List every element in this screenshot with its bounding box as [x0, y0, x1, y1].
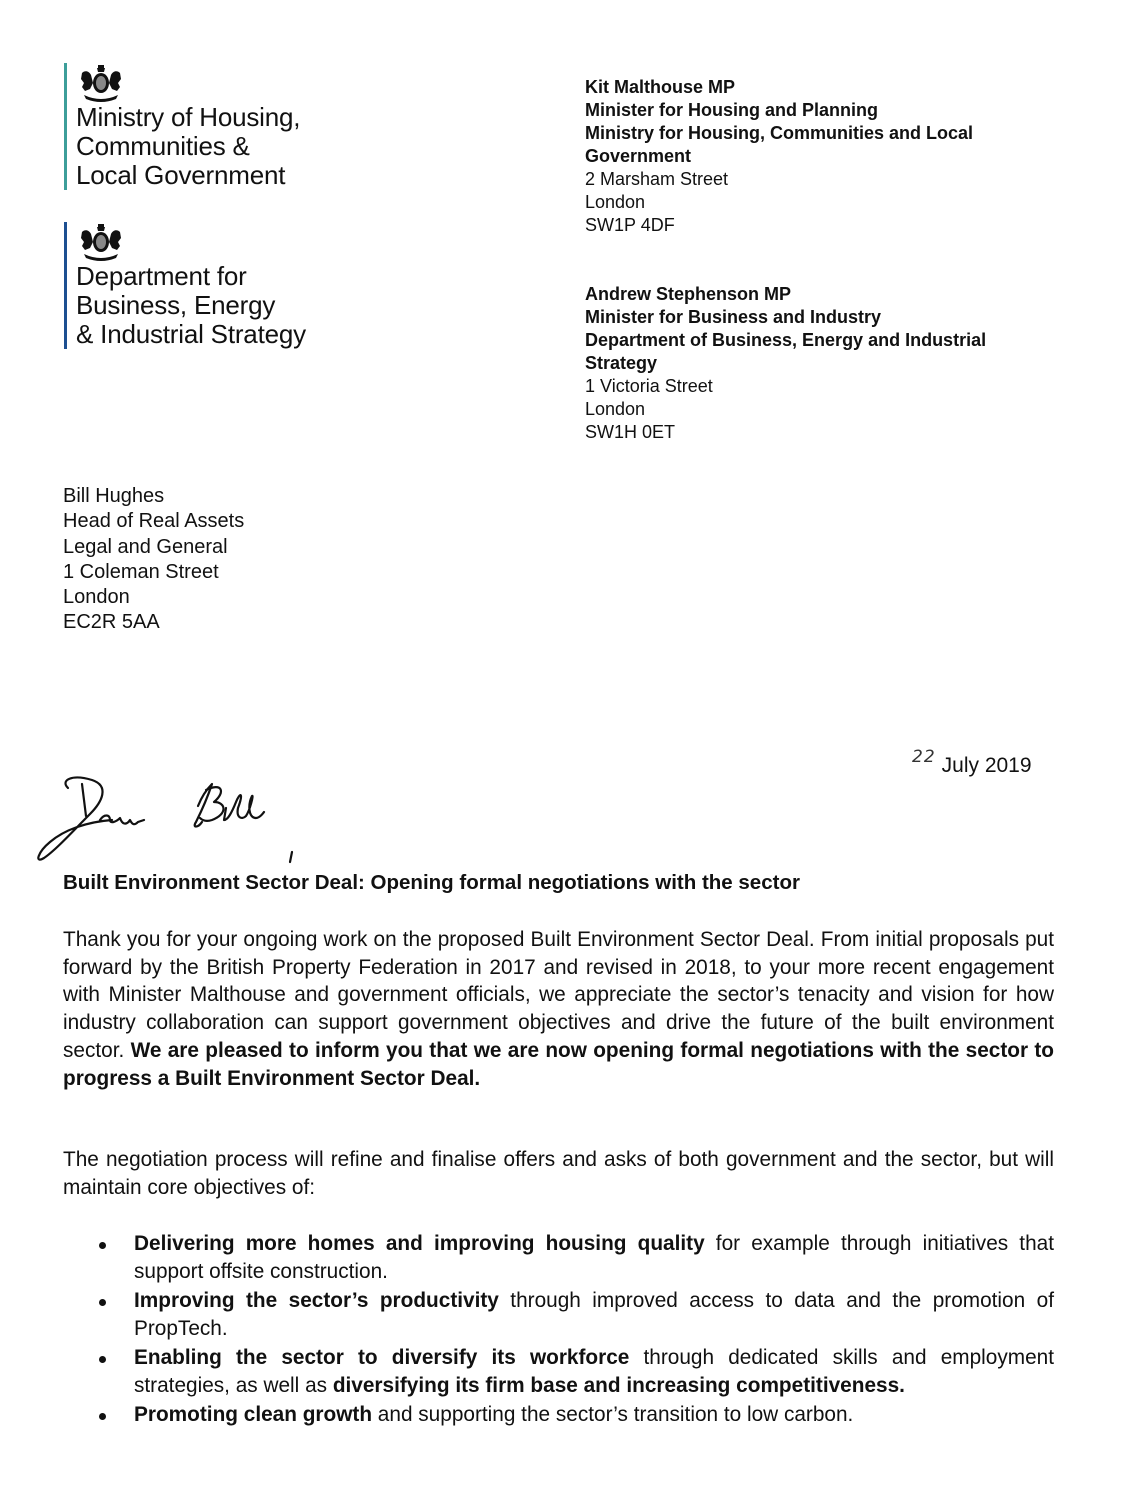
sender-address-line: SW1H 0ET: [585, 422, 676, 442]
sender-role: Minister for Business and Industry: [585, 307, 882, 327]
body-paragraph-1: [63, 926, 1054, 1092]
list-item-bold: diversifying its firm base and increasing competitiveness.: [332, 1374, 905, 1397]
logo-line: & Industrial Strategy: [76, 319, 306, 349]
list-item-bold: Delivering more homes and improving housing quality: [134, 1232, 705, 1255]
sender-role: Minister for Housing and Planning: [585, 100, 879, 120]
letter-subject: Built Environment Sector Deal: Opening formal negotiations with the sector: [63, 871, 800, 894]
beis-name: [76, 262, 306, 349]
list-item-text: through improved access to data and the promotion of PropTech.: [134, 1289, 1054, 1340]
sender-block-business: [585, 283, 986, 444]
paragraph-text: Thank you for your ongoing work on the proposed Built Environment Sector Deal. From initial proposals put forward by the British Property Federation in 2017 and revised in 2018, to your more recent engagement with Minister Malthouse and government officials, we appreciate the sector’s tenacity and vision for how industry collaboration can support government objectives and drive the future of the built environment sector.: [63, 928, 1054, 1062]
list-item-bold: Enabling the sector to diversify its workforce: [134, 1346, 630, 1369]
list-item: [63, 1401, 1054, 1429]
list-item-bold: Improving the sector’s productivity: [134, 1289, 499, 1312]
bullet-icon: [99, 1299, 106, 1306]
sender-name: Andrew Stephenson MP: [585, 284, 792, 304]
bullet-icon: [99, 1242, 106, 1249]
objectives-list: [63, 1230, 1054, 1430]
beis-logo: [64, 222, 306, 349]
list-item: [63, 1230, 1054, 1286]
bullet-icon: [99, 1356, 106, 1363]
list-item: [63, 1287, 1054, 1343]
logo-line: Business, Energy: [76, 290, 276, 320]
recipient-line: London: [63, 586, 130, 609]
list-item-bold: Promoting clean growth: [134, 1403, 373, 1426]
list-item-text: for example through initiatives that support offsite construction.: [134, 1232, 1054, 1283]
recipient-line: 1 Coleman Street: [63, 560, 219, 583]
list-item: [63, 1344, 1054, 1400]
recipient-line: Bill Hughes: [63, 485, 165, 507]
sender-address-line: London: [585, 192, 646, 212]
paragraph-emphasis: We are pleased to inform you that we are now opening formal negotiations with the sector to progress a Built Environment Sector Deal.: [63, 1038, 1055, 1090]
sender-block-housing: [585, 76, 973, 237]
body-paragraph-2: The negotiation process will refine and finalise offers and asks of both government and the sector, but will maintain core objectives of:: [63, 1148, 1054, 1199]
sender-department: Government: [585, 146, 692, 166]
sender-address-line: London: [585, 399, 646, 419]
sender-department: Department of Business, Energy and Industrial: [585, 330, 987, 350]
letter-date: [912, 747, 1032, 778]
logo-line: Ministry of Housing,: [76, 102, 301, 132]
bullet-icon: [99, 1413, 106, 1420]
recipient-address: [63, 484, 244, 636]
sender-address-line: SW1P 4DF: [585, 215, 675, 235]
royal-coat-of-arms-icon: [78, 63, 124, 103]
recipient-line: Legal and General: [63, 535, 228, 558]
sender-department: Strategy: [585, 353, 658, 373]
mhclg-logo: [64, 63, 300, 190]
sender-address-line: 2 Marsham Street: [585, 169, 729, 189]
list-item-text: and supporting the sector’s transition to low carbon.: [372, 1403, 854, 1426]
handwritten-salutation: [30, 762, 310, 872]
handwritten-day: 22: [912, 747, 936, 767]
sender-address-line: 1 Victoria Street: [585, 376, 713, 396]
logo-line: Communities &: [76, 131, 250, 161]
sender-name: Kit Malthouse MP: [585, 77, 736, 97]
logo-accent-bar: [64, 222, 67, 349]
logo-line: Department for: [76, 261, 247, 291]
logo-accent-bar: [64, 63, 67, 190]
sender-department: Ministry for Housing, Communities and Local: [585, 123, 974, 143]
list-item-text: through dedicated skills and employment strategies, as well as: [134, 1346, 1054, 1397]
recipient-line: EC2R 5AA: [63, 611, 160, 634]
mhclg-name: [76, 103, 300, 190]
logo-line: Local Government: [76, 160, 286, 190]
date-month-year: July 2019: [941, 754, 1032, 777]
royal-coat-of-arms-icon: [78, 222, 124, 262]
recipient-line: Head of Real Assets: [63, 510, 245, 533]
